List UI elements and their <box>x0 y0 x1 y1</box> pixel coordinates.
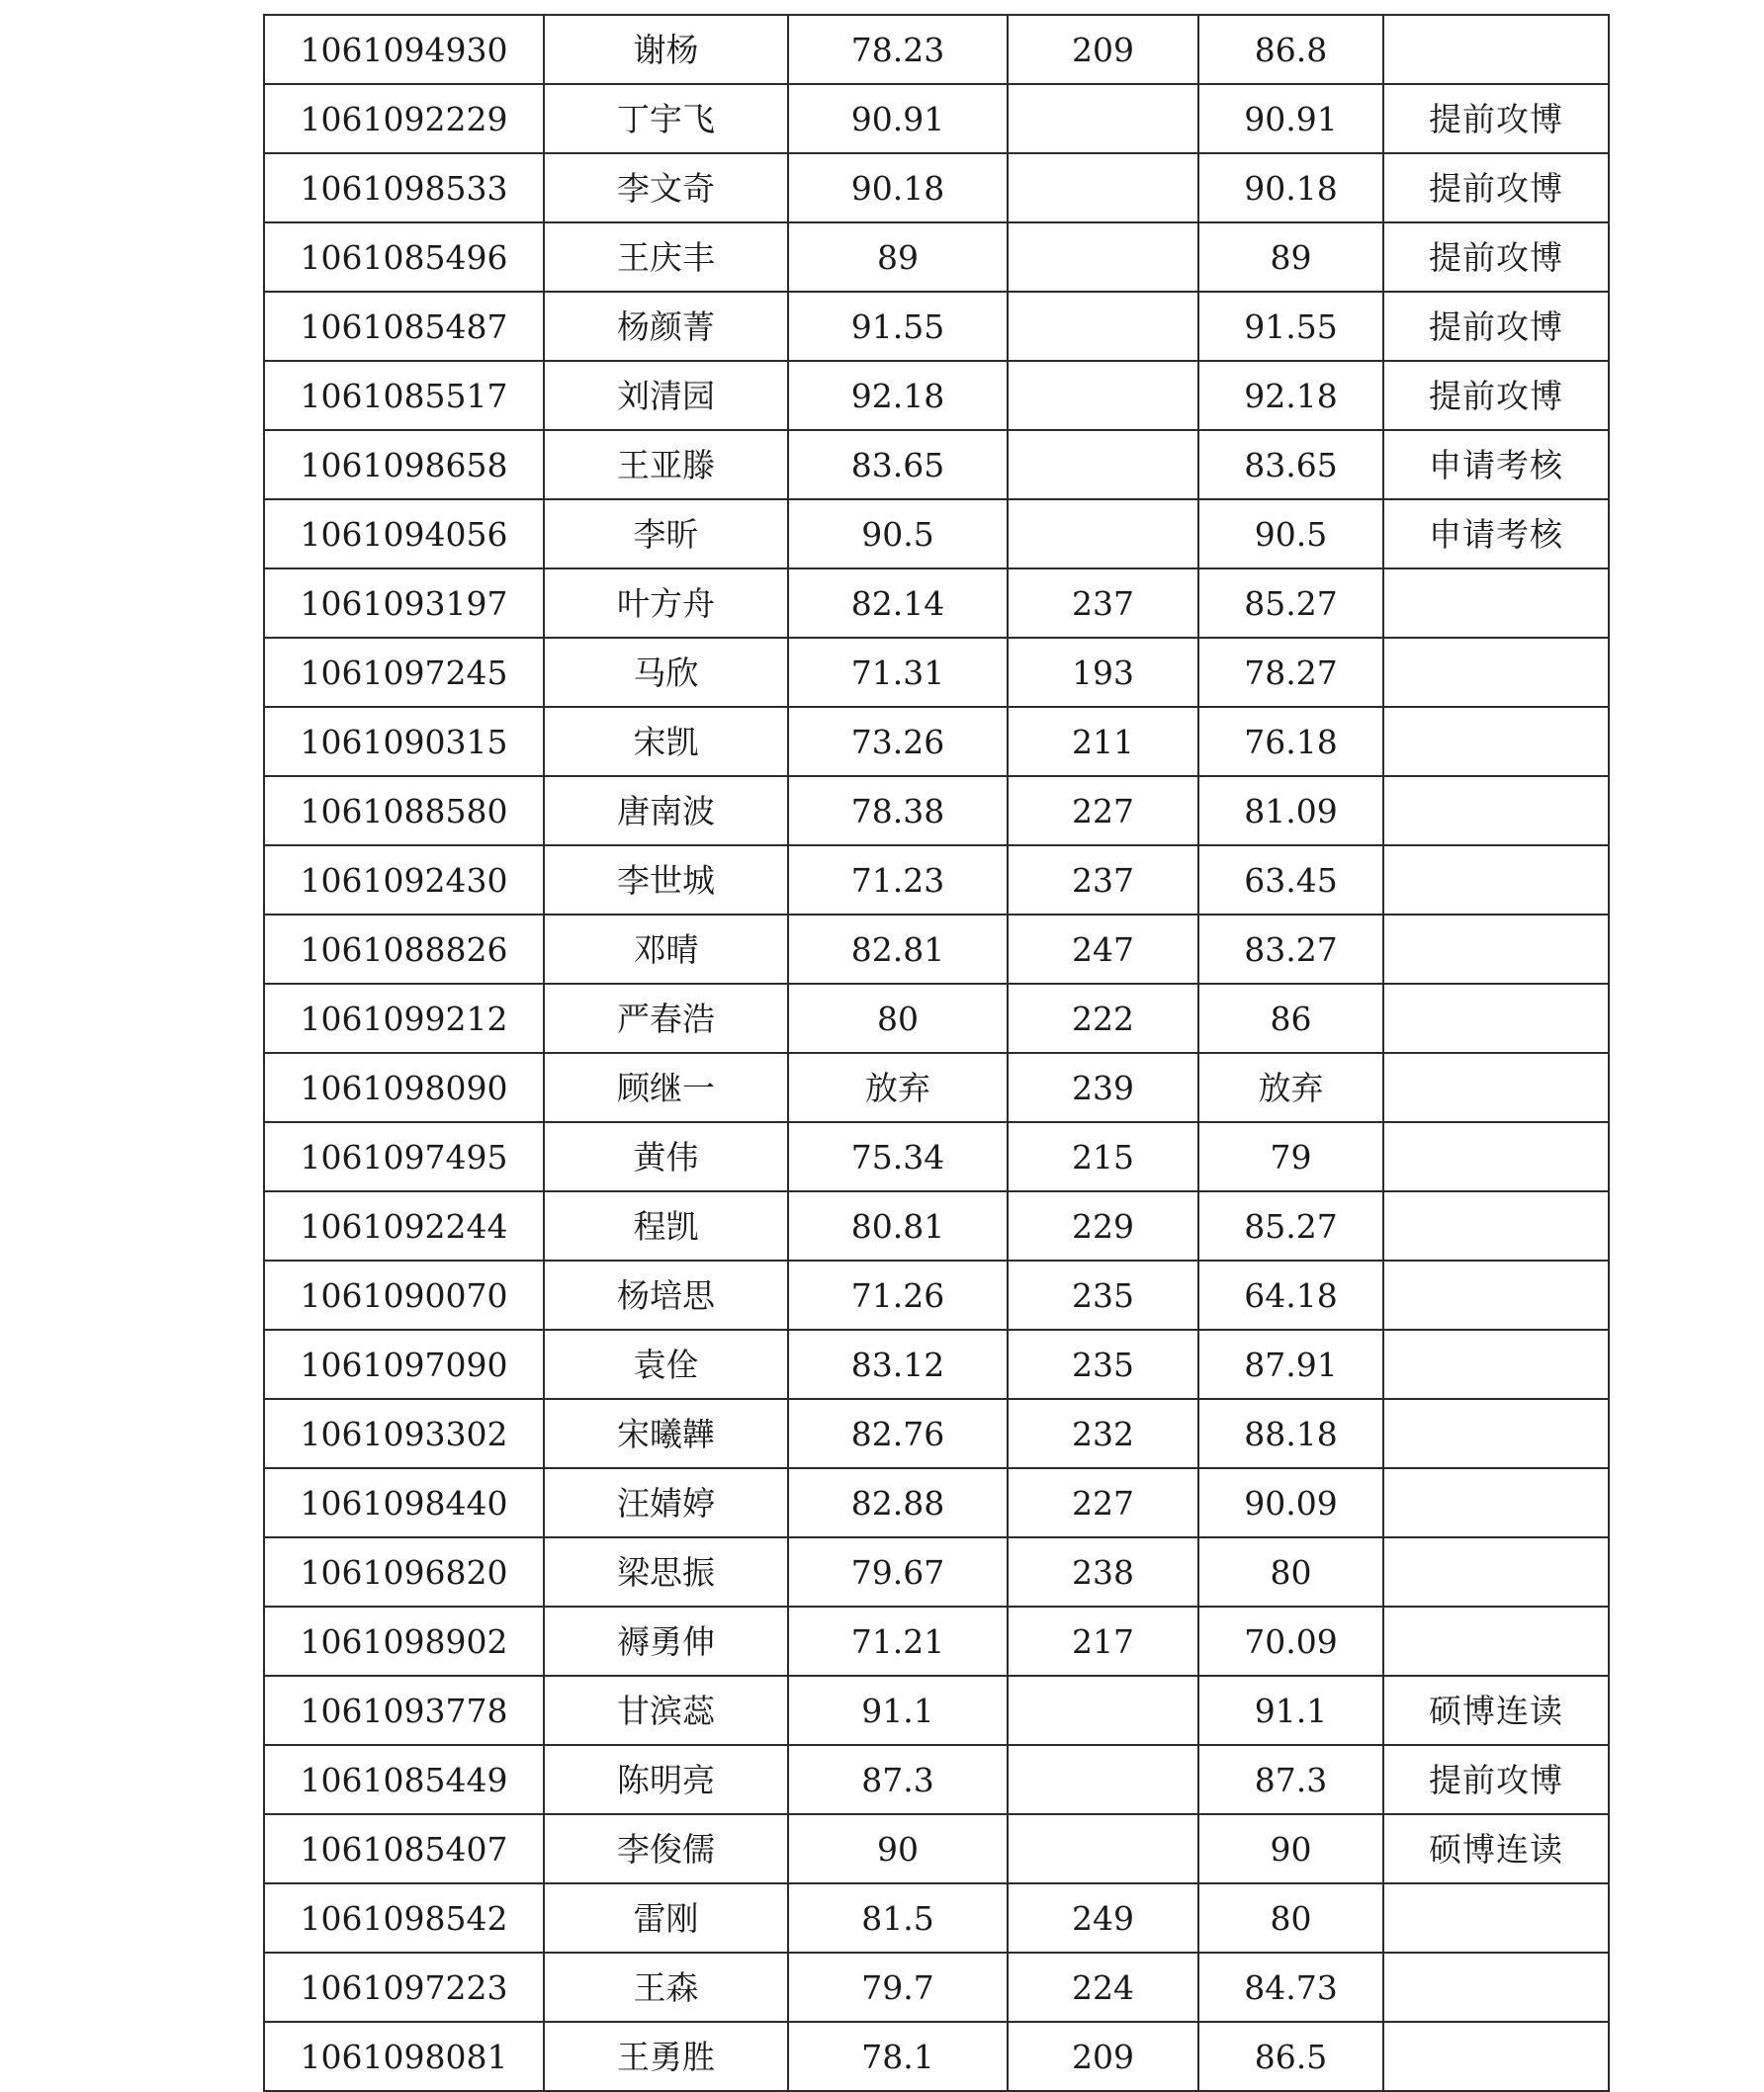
final-score-cell: 63.45 <box>1198 845 1383 915</box>
score-cell: 92.18 <box>788 361 1008 430</box>
table-body <box>264 15 1609 2091</box>
candidate-id-cell: 1061088826 <box>264 915 544 984</box>
name-cell: 李文奇 <box>544 153 788 222</box>
table-row <box>264 1468 1609 1537</box>
table-row <box>264 1676 1609 1745</box>
exam-score-cell: 215 <box>1008 1122 1198 1191</box>
name-cell: 王勇胜 <box>544 2022 788 2091</box>
exam-score-cell <box>1008 361 1198 430</box>
final-score-cell: 86 <box>1198 984 1383 1053</box>
final-score-cell: 90.91 <box>1198 84 1383 153</box>
table-row <box>264 1261 1609 1330</box>
candidate-id-cell: 1061097090 <box>264 1330 544 1399</box>
exam-score-cell: 211 <box>1008 707 1198 776</box>
score-cell: 82.76 <box>788 1399 1008 1468</box>
note-cell <box>1383 1330 1609 1399</box>
exam-score-cell <box>1008 1814 1198 1883</box>
name-cell: 杨颜菁 <box>544 292 788 361</box>
name-cell: 王亚滕 <box>544 430 788 499</box>
note-cell <box>1383 1607 1609 1676</box>
candidate-id-cell: 1061085517 <box>264 361 544 430</box>
exam-score-cell: 235 <box>1008 1330 1198 1399</box>
exam-score-cell <box>1008 84 1198 153</box>
exam-score-cell: 238 <box>1008 1537 1198 1607</box>
score-cell: 81.5 <box>788 1883 1008 1953</box>
score-cell: 71.23 <box>788 845 1008 915</box>
score-cell: 71.31 <box>788 638 1008 707</box>
candidate-id-cell: 1061098533 <box>264 153 544 222</box>
exam-score-cell: 239 <box>1008 1053 1198 1122</box>
name-cell: 王森 <box>544 1953 788 2022</box>
note-cell: 硕博连读 <box>1383 1676 1609 1745</box>
table-row <box>264 1122 1609 1191</box>
candidate-id-cell: 1061094056 <box>264 499 544 568</box>
name-cell: 李世城 <box>544 845 788 915</box>
candidate-id-cell: 1061085449 <box>264 1745 544 1814</box>
score-cell: 78.1 <box>788 2022 1008 2091</box>
note-cell: 提前攻博 <box>1383 222 1609 292</box>
score-cell: 80 <box>788 984 1008 1053</box>
table-row <box>264 292 1609 361</box>
exam-score-cell <box>1008 430 1198 499</box>
note-cell: 申请考核 <box>1383 430 1609 499</box>
note-cell <box>1383 1261 1609 1330</box>
score-cell: 82.81 <box>788 915 1008 984</box>
candidate-id-cell: 1061098902 <box>264 1607 544 1676</box>
note-cell <box>1383 1953 1609 2022</box>
name-cell: 谢杨 <box>544 15 788 84</box>
table-row <box>264 1953 1609 2022</box>
table-row <box>264 84 1609 153</box>
score-cell: 90.5 <box>788 499 1008 568</box>
score-cell: 71.21 <box>788 1607 1008 1676</box>
note-cell <box>1383 15 1609 84</box>
exam-score-cell: 237 <box>1008 568 1198 638</box>
score-cell: 放弃 <box>788 1053 1008 1122</box>
score-cell: 79.67 <box>788 1537 1008 1607</box>
table-row <box>264 430 1609 499</box>
candidate-id-cell: 1061099212 <box>264 984 544 1053</box>
name-cell: 王庆丰 <box>544 222 788 292</box>
final-score-cell: 70.09 <box>1198 1607 1383 1676</box>
exam-score-cell: 193 <box>1008 638 1198 707</box>
score-cell: 75.34 <box>788 1122 1008 1191</box>
final-score-cell: 78.27 <box>1198 638 1383 707</box>
candidate-id-cell: 1061097495 <box>264 1122 544 1191</box>
exam-score-cell: 224 <box>1008 1953 1198 2022</box>
table-row <box>264 499 1609 568</box>
candidate-id-cell: 1061093197 <box>264 568 544 638</box>
table-row <box>264 1607 1609 1676</box>
name-cell: 雷刚 <box>544 1883 788 1953</box>
candidate-id-cell: 1061092430 <box>264 845 544 915</box>
score-cell: 90.91 <box>788 84 1008 153</box>
name-cell: 汪婧婷 <box>544 1468 788 1537</box>
table-row <box>264 1399 1609 1468</box>
final-score-cell: 放弃 <box>1198 1053 1383 1122</box>
table-row <box>264 1191 1609 1261</box>
exam-score-cell <box>1008 292 1198 361</box>
candidate-id-cell: 1061098090 <box>264 1053 544 1122</box>
exam-score-cell <box>1008 1745 1198 1814</box>
table-row <box>264 2022 1609 2091</box>
note-cell <box>1383 1053 1609 1122</box>
score-table <box>263 14 1610 2092</box>
candidate-id-cell: 1061085487 <box>264 292 544 361</box>
final-score-cell: 64.18 <box>1198 1261 1383 1330</box>
table-row <box>264 776 1609 845</box>
exam-score-cell: 229 <box>1008 1191 1198 1261</box>
final-score-cell: 76.18 <box>1198 707 1383 776</box>
note-cell <box>1383 1399 1609 1468</box>
final-score-cell: 88.18 <box>1198 1399 1383 1468</box>
table-row <box>264 1053 1609 1122</box>
table-row <box>264 568 1609 638</box>
table-row <box>264 707 1609 776</box>
table-row <box>264 1745 1609 1814</box>
score-cell: 91.55 <box>788 292 1008 361</box>
final-score-cell: 81.09 <box>1198 776 1383 845</box>
note-cell <box>1383 638 1609 707</box>
candidate-id-cell: 1061098440 <box>264 1468 544 1537</box>
note-cell: 提前攻博 <box>1383 292 1609 361</box>
final-score-cell: 86.5 <box>1198 2022 1383 2091</box>
final-score-cell: 87.3 <box>1198 1745 1383 1814</box>
name-cell: 甘滨蕊 <box>544 1676 788 1745</box>
note-cell <box>1383 915 1609 984</box>
note-cell: 硕博连读 <box>1383 1814 1609 1883</box>
name-cell: 李昕 <box>544 499 788 568</box>
table-row <box>264 1330 1609 1399</box>
note-cell: 提前攻博 <box>1383 361 1609 430</box>
final-score-cell: 83.65 <box>1198 430 1383 499</box>
note-cell: 申请考核 <box>1383 499 1609 568</box>
score-cell: 79.7 <box>788 1953 1008 2022</box>
final-score-cell: 85.27 <box>1198 1191 1383 1261</box>
final-score-cell: 90 <box>1198 1814 1383 1883</box>
table-row <box>264 984 1609 1053</box>
score-cell: 89 <box>788 222 1008 292</box>
score-cell: 82.88 <box>788 1468 1008 1537</box>
score-cell: 78.23 <box>788 15 1008 84</box>
candidate-id-cell: 1061098658 <box>264 430 544 499</box>
candidate-id-cell: 1061093778 <box>264 1676 544 1745</box>
name-cell: 陈明亮 <box>544 1745 788 1814</box>
exam-score-cell: 222 <box>1008 984 1198 1053</box>
note-cell <box>1383 1191 1609 1261</box>
final-score-cell: 84.73 <box>1198 1953 1383 2022</box>
final-score-cell: 80 <box>1198 1883 1383 1953</box>
name-cell: 顾继一 <box>544 1053 788 1122</box>
table-row <box>264 915 1609 984</box>
score-cell: 73.26 <box>788 707 1008 776</box>
candidate-id-cell: 1061098081 <box>264 2022 544 2091</box>
candidate-id-cell: 1061092244 <box>264 1191 544 1261</box>
note-cell <box>1383 1468 1609 1537</box>
name-cell: 刘清园 <box>544 361 788 430</box>
candidate-id-cell: 1061096820 <box>264 1537 544 1607</box>
note-cell <box>1383 707 1609 776</box>
exam-score-cell: 232 <box>1008 1399 1198 1468</box>
table-row <box>264 638 1609 707</box>
candidate-id-cell: 1061098542 <box>264 1883 544 1953</box>
name-cell: 叶方舟 <box>544 568 788 638</box>
final-score-cell: 89 <box>1198 222 1383 292</box>
table-row <box>264 1814 1609 1883</box>
name-cell: 黄伟 <box>544 1122 788 1191</box>
note-cell <box>1383 568 1609 638</box>
final-score-cell: 90.5 <box>1198 499 1383 568</box>
exam-score-cell: 227 <box>1008 776 1198 845</box>
score-cell: 82.14 <box>788 568 1008 638</box>
exam-score-cell: 237 <box>1008 845 1198 915</box>
candidate-id-cell: 1061092229 <box>264 84 544 153</box>
score-cell: 80.81 <box>788 1191 1008 1261</box>
note-cell <box>1383 984 1609 1053</box>
exam-score-cell: 227 <box>1008 1468 1198 1537</box>
name-cell: 唐南波 <box>544 776 788 845</box>
exam-score-cell <box>1008 222 1198 292</box>
candidate-id-cell: 1061093302 <box>264 1399 544 1468</box>
note-cell <box>1383 1122 1609 1191</box>
candidate-id-cell: 1061097223 <box>264 1953 544 2022</box>
final-score-cell: 87.91 <box>1198 1330 1383 1399</box>
name-cell: 宋凯 <box>544 707 788 776</box>
score-cell: 83.65 <box>788 430 1008 499</box>
exam-score-cell: 209 <box>1008 2022 1198 2091</box>
final-score-cell: 91.55 <box>1198 292 1383 361</box>
note-cell <box>1383 1883 1609 1953</box>
candidate-id-cell: 1061085407 <box>264 1814 544 1883</box>
table-row <box>264 1537 1609 1607</box>
final-score-cell: 80 <box>1198 1537 1383 1607</box>
final-score-cell: 90.18 <box>1198 153 1383 222</box>
exam-score-cell: 209 <box>1008 15 1198 84</box>
note-cell <box>1383 776 1609 845</box>
final-score-cell: 90.09 <box>1198 1468 1383 1537</box>
final-score-cell: 83.27 <box>1198 915 1383 984</box>
candidate-id-cell: 1061090315 <box>264 707 544 776</box>
final-score-cell: 85.27 <box>1198 568 1383 638</box>
score-cell: 90.18 <box>788 153 1008 222</box>
name-cell: 邓晴 <box>544 915 788 984</box>
name-cell: 宋曦韡 <box>544 1399 788 1468</box>
note-cell <box>1383 1537 1609 1607</box>
name-cell: 杨培思 <box>544 1261 788 1330</box>
exam-score-cell: 249 <box>1008 1883 1198 1953</box>
table-row <box>264 222 1609 292</box>
note-cell <box>1383 2022 1609 2091</box>
name-cell: 丁宇飞 <box>544 84 788 153</box>
final-score-cell: 91.1 <box>1198 1676 1383 1745</box>
table-row <box>264 15 1609 84</box>
name-cell: 马欣 <box>544 638 788 707</box>
score-cell: 71.26 <box>788 1261 1008 1330</box>
note-cell: 提前攻博 <box>1383 84 1609 153</box>
name-cell: 程凯 <box>544 1191 788 1261</box>
final-score-cell: 79 <box>1198 1122 1383 1191</box>
final-score-cell: 92.18 <box>1198 361 1383 430</box>
score-cell: 91.1 <box>788 1676 1008 1745</box>
final-score-cell: 86.8 <box>1198 15 1383 84</box>
table-row <box>264 1883 1609 1953</box>
score-cell: 90 <box>788 1814 1008 1883</box>
exam-score-cell: 235 <box>1008 1261 1198 1330</box>
candidate-id-cell: 1061097245 <box>264 638 544 707</box>
candidate-id-cell: 1061085496 <box>264 222 544 292</box>
note-cell: 提前攻博 <box>1383 1745 1609 1814</box>
candidate-id-cell: 1061088580 <box>264 776 544 845</box>
exam-score-cell <box>1008 153 1198 222</box>
table-row <box>264 361 1609 430</box>
candidate-id-cell: 1061090070 <box>264 1261 544 1330</box>
exam-score-cell: 217 <box>1008 1607 1198 1676</box>
note-cell: 提前攻博 <box>1383 153 1609 222</box>
name-cell: 梁思振 <box>544 1537 788 1607</box>
exam-score-cell: 247 <box>1008 915 1198 984</box>
score-cell: 78.38 <box>788 776 1008 845</box>
exam-score-cell <box>1008 499 1198 568</box>
score-cell: 87.3 <box>788 1745 1008 1814</box>
name-cell: 李俊儒 <box>544 1814 788 1883</box>
name-cell: 袁佺 <box>544 1330 788 1399</box>
name-cell: 严春浩 <box>544 984 788 1053</box>
note-cell <box>1383 845 1609 915</box>
score-cell: 83.12 <box>788 1330 1008 1399</box>
candidate-id-cell: 1061094930 <box>264 15 544 84</box>
table-row <box>264 845 1609 915</box>
exam-score-cell <box>1008 1676 1198 1745</box>
name-cell: 褥勇伸 <box>544 1607 788 1676</box>
table-row <box>264 153 1609 222</box>
